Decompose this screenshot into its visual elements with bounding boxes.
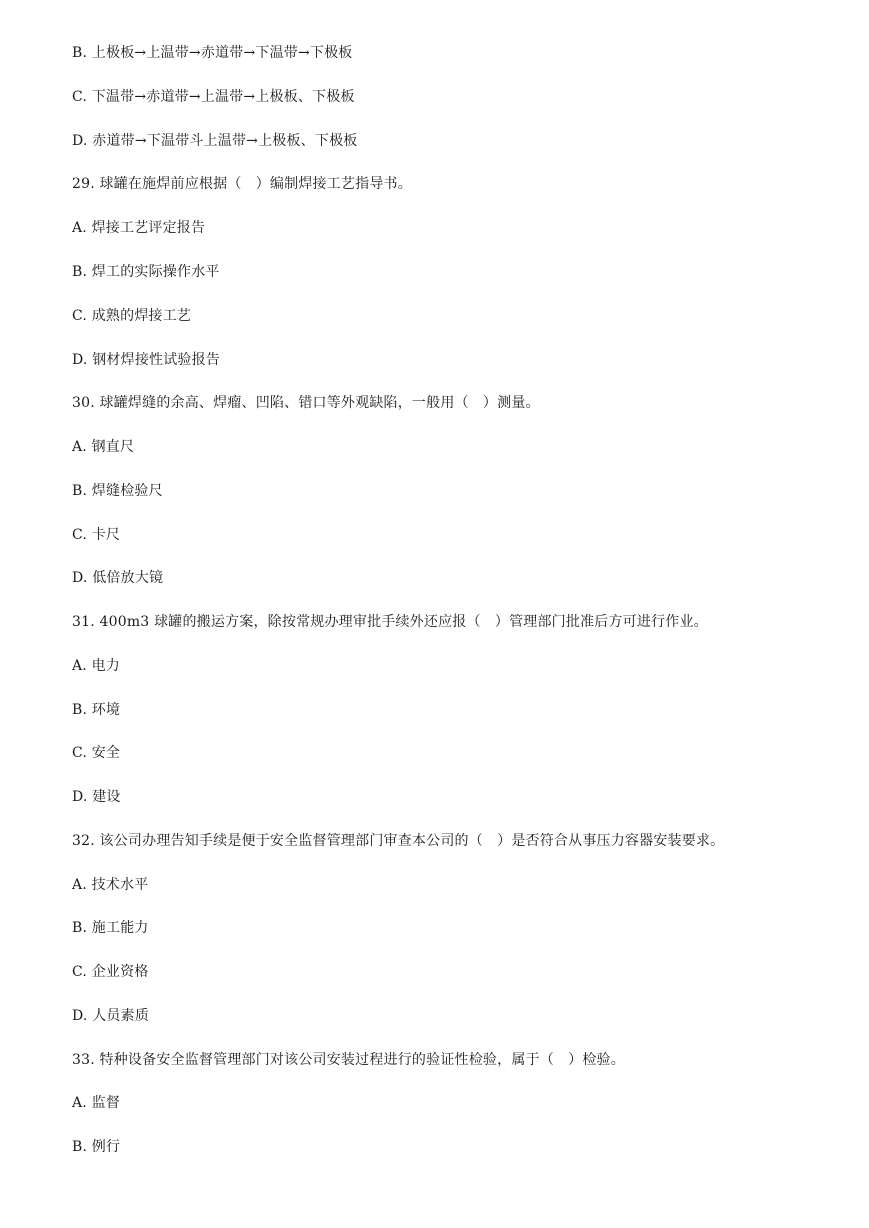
option-28-c: C. 下温带→赤道带→上温带→上极板、下极板 xyxy=(72,89,355,105)
option-28-b: B. 上极板→上温带→赤道带→下温带→下极板 xyxy=(72,45,353,61)
option-33-a: A. 监督 xyxy=(72,1095,121,1111)
option-29-c: C. 成熟的焊接工艺 xyxy=(72,308,192,324)
option-32-b: B. 施工能力 xyxy=(72,920,149,936)
option-28-d: D. 赤道带→下温带斗上温带→上极板、下极板 xyxy=(72,133,358,149)
option-30-b: B. 焊缝检验尺 xyxy=(72,483,163,499)
option-32-a: A. 技术水平 xyxy=(72,877,149,893)
option-32-d: D. 人员素质 xyxy=(72,1008,150,1024)
question-29: 29. 球罐在施焊前应根据（ ）编制焊接工艺指导书。 xyxy=(72,176,412,192)
option-32-c: C. 企业资格 xyxy=(72,964,149,980)
option-31-b: B. 环境 xyxy=(72,702,121,718)
option-31-d: D. 建设 xyxy=(72,789,121,805)
option-29-a: A. 焊接工艺评定报告 xyxy=(72,220,206,236)
question-31: 31. 400m3 球罐的搬运方案，除按常规办理审批手续外还应报（ ）管理部门批准后方可进行作业。 xyxy=(72,614,708,630)
option-29-d: D. 钢材焊接性试验报告 xyxy=(72,352,221,368)
option-33-b: B. 例行 xyxy=(72,1139,121,1155)
option-30-d: D. 低倍放大镜 xyxy=(72,570,164,586)
option-31-a: A. 电力 xyxy=(72,658,121,674)
question-33: 33. 特种设备安全监督管理部门对该公司安装过程进行的验证性检验，属于（ ）检验。 xyxy=(72,1052,625,1068)
option-31-c: C. 安全 xyxy=(72,745,121,761)
question-30: 30. 球罐焊缝的余高、焊瘤、凹陷、错口等外观缺陷，一般用（ ）测量。 xyxy=(72,395,540,411)
question-32: 32. 该公司办理告知手续是便于安全监督管理部门审查本公司的（ ）是否符合从事压力容器安装要求。 xyxy=(72,833,725,849)
option-30-c: C. 卡尺 xyxy=(72,527,121,543)
option-30-a: A. 钢直尺 xyxy=(72,439,135,455)
option-29-b: B. 焊工的实际操作水平 xyxy=(72,264,220,280)
